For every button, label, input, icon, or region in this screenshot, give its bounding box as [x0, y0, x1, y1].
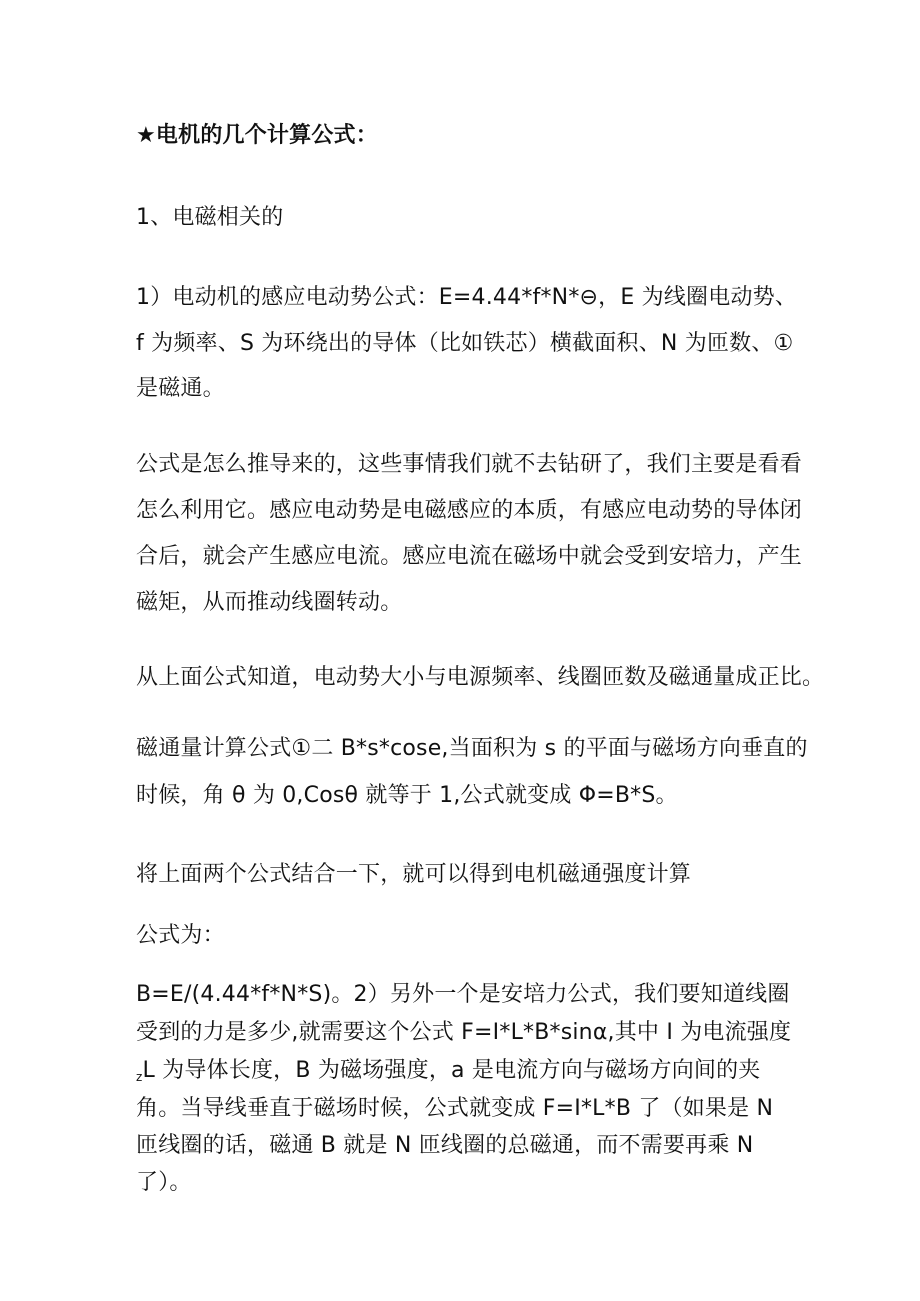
paragraph-line: B=E/(4.44*f*N*S)。2）另外一个是安培力公式，我们要知道线圈 [136, 982, 790, 1007]
paragraph-line: f 为频率、S 为环绕出的导体（比如铁芯）横截面积、N 为匝数、① [136, 331, 794, 356]
paragraph-line: 角。当导线垂直于磁场时候，公式就变成 F=I*L*B 了（如果是 N [136, 1096, 774, 1121]
paragraph-line [136, 1056, 761, 1092]
subscript-mark: z [136, 1070, 143, 1084]
paragraph-line: 将上面两个公式结合一下，就可以得到电机磁通强度计算 [136, 862, 692, 887]
paragraph-line: 磁通量计算公式①二 B*s*cose,当面积为 s 的平面与磁场方向垂直的 [136, 736, 808, 761]
paragraph-line: 匝线圈的话，磁通 B 就是 N 匝线圈的总磁通，而不需要再乘 N [136, 1133, 754, 1158]
paragraph-line: 是磁通。 [136, 376, 225, 401]
paragraph-line: 怎么利用它。感应电动势是电磁感应的本质，有感应电动势的导体闭 [136, 498, 803, 523]
paragraph-line: 从上面公式知道，电动势大小与电源频率、线圈匝数及磁通量成正比。 [136, 665, 825, 690]
paragraph-line: 合后，就会产生感应电流。感应电流在磁场中就会受到安培力，产生 [136, 544, 803, 569]
paragraph-line: 了）。 [136, 1170, 192, 1195]
paragraph-line: 时候，角 θ 为 0,Cosθ 就等于 1,公式就变成 Φ=B*S。 [136, 783, 678, 808]
section-heading: 1、电磁相关的 [136, 205, 284, 230]
paragraph-line: 磁矩，从而推动线圈转动。 [136, 590, 403, 615]
paragraph-line: 公式为： [136, 923, 225, 948]
paragraph-line: 受到的力是多少,就需要这个公式 F=I*L*B*sinα,其中 I 为电流强度 [136, 1020, 792, 1045]
paragraph-line: 公式是怎么推导来的，这些事情我们就不去钻研了，我们主要是看看 [136, 452, 803, 477]
paragraph-line: 1）电动机的感应电动势公式：E=4.44*f*N*⊖，E 为线圈电动势、 [136, 285, 798, 310]
paragraph-line-text: L 为导体长度，B 为磁场强度，a 是电流方向与磁场方向间的夹 [142, 1058, 761, 1083]
document-title: ★电机的几个计算公式： [136, 123, 378, 148]
